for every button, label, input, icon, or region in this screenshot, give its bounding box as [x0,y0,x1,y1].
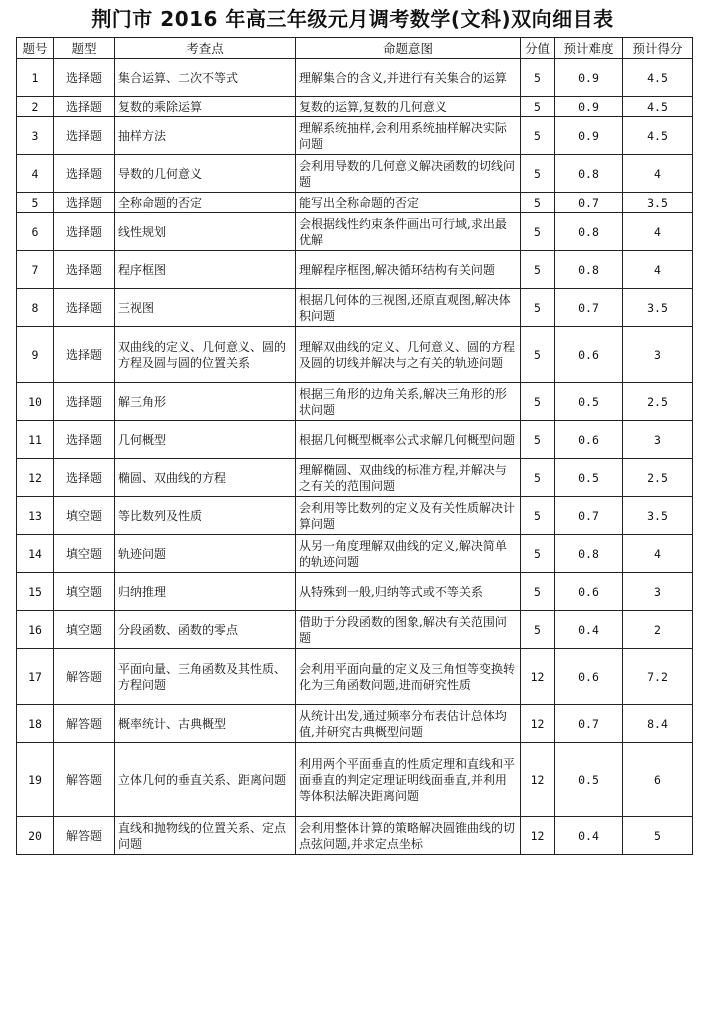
row-type: 选择题 [54,97,115,117]
row-no: 7 [17,251,54,289]
row-type: 解答题 [54,817,115,855]
header-type: 题型 [54,38,115,59]
row-difficulty: 0.7 [555,193,623,213]
row-score: 5 [521,327,555,383]
row-no: 2 [17,97,54,117]
row-expected: 6 [623,743,693,817]
row-score: 5 [521,611,555,649]
row-score: 5 [521,573,555,611]
row-no: 14 [17,535,54,573]
row-intent: 从另一角度理解双曲线的定义,解决简单的轨迹问题 [296,535,521,573]
row-no: 17 [17,649,54,705]
row-type: 解答题 [54,705,115,743]
row-point: 椭圆、双曲线的方程 [115,459,296,497]
row-no: 18 [17,705,54,743]
row-expected: 4 [623,535,693,573]
header-point: 考查点 [115,38,296,59]
table-row [17,213,693,251]
row-point: 线性规划 [115,213,296,251]
row-no: 16 [17,611,54,649]
row-type: 选择题 [54,327,115,383]
table-row [17,497,693,535]
row-expected: 4.5 [623,59,693,97]
row-expected: 4.5 [623,97,693,117]
row-score: 12 [521,705,555,743]
row-type: 选择题 [54,421,115,459]
row-score: 5 [521,383,555,421]
row-type: 选择题 [54,213,115,251]
row-score: 5 [521,193,555,213]
header-row [17,38,693,59]
header-expected: 预计得分 [623,38,693,59]
row-type: 解答题 [54,743,115,817]
row-type: 选择题 [54,289,115,327]
row-intent: 理解双曲线的定义、几何意义、圆的方程及圆的切线并解决与之有关的轨迹问题 [296,327,521,383]
row-no: 13 [17,497,54,535]
row-type: 选择题 [54,155,115,193]
table-row [17,327,693,383]
table-row [17,193,693,213]
row-no: 20 [17,817,54,855]
row-difficulty: 0.9 [555,117,623,155]
page-title: 荆门市 2016 年高三年级元月调考数学(文科)双向细目表 [91,7,614,31]
row-intent: 会利用等比数列的定义及有关性质解决计算问题 [296,497,521,535]
row-intent: 复数的运算,复数的几何意义 [296,97,521,117]
row-difficulty: 0.4 [555,611,623,649]
row-intent: 借助于分段函数的图象,解决有关范围问题 [296,611,521,649]
row-intent: 理解系统抽样,会利用系统抽样解决实际问题 [296,117,521,155]
row-score: 5 [521,289,555,327]
table-row [17,117,693,155]
table-row [17,97,693,117]
row-intent: 根据几何体的三视图,还原直观图,解决体积问题 [296,289,521,327]
row-no: 3 [17,117,54,155]
row-point: 复数的乘除运算 [115,97,296,117]
row-score: 5 [521,59,555,97]
row-no: 12 [17,459,54,497]
row-intent: 理解程序框图,解决循环结构有关问题 [296,251,521,289]
row-expected: 3 [623,327,693,383]
row-difficulty: 0.8 [555,251,623,289]
row-type: 填空题 [54,611,115,649]
row-expected: 2.5 [623,383,693,421]
table-row [17,611,693,649]
row-type: 填空题 [54,535,115,573]
table-row [17,535,693,573]
spec-table [16,37,693,855]
row-expected: 3 [623,421,693,459]
table-row [17,383,693,421]
row-type: 选择题 [54,459,115,497]
row-expected: 3 [623,573,693,611]
row-score: 5 [521,497,555,535]
row-point: 解三角形 [115,383,296,421]
row-score: 5 [521,213,555,251]
row-difficulty: 0.5 [555,383,623,421]
row-difficulty: 0.6 [555,573,623,611]
row-difficulty: 0.6 [555,421,623,459]
table-row [17,817,693,855]
row-no: 15 [17,573,54,611]
row-point: 集合运算、二次不等式 [115,59,296,97]
table-row [17,251,693,289]
row-difficulty: 0.7 [555,705,623,743]
header-difficulty: 预计难度 [555,38,623,59]
row-expected: 7.2 [623,649,693,705]
row-no: 1 [17,59,54,97]
row-expected: 4 [623,155,693,193]
header-intent: 命题意图 [296,38,521,59]
row-no: 6 [17,213,54,251]
row-intent: 会利用平面向量的定义及三角恒等变换转化为三角函数问题,进而研究性质 [296,649,521,705]
row-point: 等比数列及性质 [115,497,296,535]
row-expected: 4 [623,213,693,251]
row-difficulty: 0.4 [555,817,623,855]
row-intent: 利用两个平面垂直的性质定理和直线和平面垂直的判定定理证明线面垂直,并利用等体积法解决距离问题 [296,743,521,817]
row-point: 分段函数、函数的零点 [115,611,296,649]
row-score: 12 [521,817,555,855]
row-difficulty: 0.8 [555,213,623,251]
row-type: 选择题 [54,383,115,421]
table-row [17,743,693,817]
row-score: 5 [521,421,555,459]
row-difficulty: 0.8 [555,535,623,573]
row-score: 5 [521,535,555,573]
table-row [17,59,693,97]
row-expected: 5 [623,817,693,855]
row-no: 19 [17,743,54,817]
row-score: 12 [521,649,555,705]
row-type: 选择题 [54,251,115,289]
row-score: 5 [521,155,555,193]
row-no: 4 [17,155,54,193]
row-intent: 理解椭圆、双曲线的标准方程,并解决与之有关的范围问题 [296,459,521,497]
row-expected: 2 [623,611,693,649]
row-difficulty: 0.5 [555,459,623,497]
row-difficulty: 0.9 [555,97,623,117]
row-type: 选择题 [54,193,115,213]
row-type: 选择题 [54,117,115,155]
row-score: 12 [521,743,555,817]
row-no: 8 [17,289,54,327]
row-point: 三视图 [115,289,296,327]
row-difficulty: 0.5 [555,743,623,817]
row-score: 5 [521,251,555,289]
row-score: 5 [521,117,555,155]
row-point: 平面向量、三角函数及其性质、方程问题 [115,649,296,705]
row-expected: 4.5 [623,117,693,155]
row-no: 5 [17,193,54,213]
table-row [17,289,693,327]
row-difficulty: 0.8 [555,155,623,193]
row-difficulty: 0.7 [555,497,623,535]
row-type: 填空题 [54,497,115,535]
row-point: 立体几何的垂直关系、距离问题 [115,743,296,817]
row-difficulty: 0.6 [555,649,623,705]
header-no: 题号 [17,38,54,59]
table-row [17,421,693,459]
row-intent: 从特殊到一般,归纳等式或不等关系 [296,573,521,611]
row-type: 选择题 [54,59,115,97]
table-row [17,459,693,497]
row-point: 归纳推理 [115,573,296,611]
row-expected: 3.5 [623,497,693,535]
row-point: 直线和抛物线的位置关系、定点问题 [115,817,296,855]
row-expected: 8.4 [623,705,693,743]
row-expected: 3.5 [623,193,693,213]
row-intent: 理解集合的含义,并进行有关集合的运算 [296,59,521,97]
row-no: 9 [17,327,54,383]
row-point: 全称命题的否定 [115,193,296,213]
row-point: 概率统计、古典概型 [115,705,296,743]
row-score: 5 [521,459,555,497]
row-point: 抽样方法 [115,117,296,155]
table-row [17,649,693,705]
row-difficulty: 0.7 [555,289,623,327]
row-intent: 根据几何概型概率公式求解几何概型问题 [296,421,521,459]
row-intent: 会利用整体计算的策略解决圆锥曲线的切点弦问题,并求定点坐标 [296,817,521,855]
row-expected: 3.5 [623,289,693,327]
row-intent: 能写出全称命题的否定 [296,193,521,213]
header-score: 分值 [521,38,555,59]
row-intent: 会利用导数的几何意义解决函数的切线问题 [296,155,521,193]
row-type: 解答题 [54,649,115,705]
row-difficulty: 0.9 [555,59,623,97]
row-intent: 会根据线性约束条件画出可行域,求出最优解 [296,213,521,251]
row-point: 轨迹问题 [115,535,296,573]
row-point: 几何概型 [115,421,296,459]
row-intent: 根据三角形的边角关系,解决三角形的形状问题 [296,383,521,421]
row-difficulty: 0.6 [555,327,623,383]
row-type: 填空题 [54,573,115,611]
row-intent: 从统计出发,通过频率分布表估计总体均值,并研究古典概型问题 [296,705,521,743]
row-no: 10 [17,383,54,421]
row-point: 双曲线的定义、几何意义、圆的方程及圆与圆的位置关系 [115,327,296,383]
row-point: 程序框图 [115,251,296,289]
row-no: 11 [17,421,54,459]
table-row [17,705,693,743]
table-row [17,573,693,611]
table-row [17,155,693,193]
row-score: 5 [521,97,555,117]
row-point: 导数的几何意义 [115,155,296,193]
row-expected: 4 [623,251,693,289]
row-expected: 2.5 [623,459,693,497]
